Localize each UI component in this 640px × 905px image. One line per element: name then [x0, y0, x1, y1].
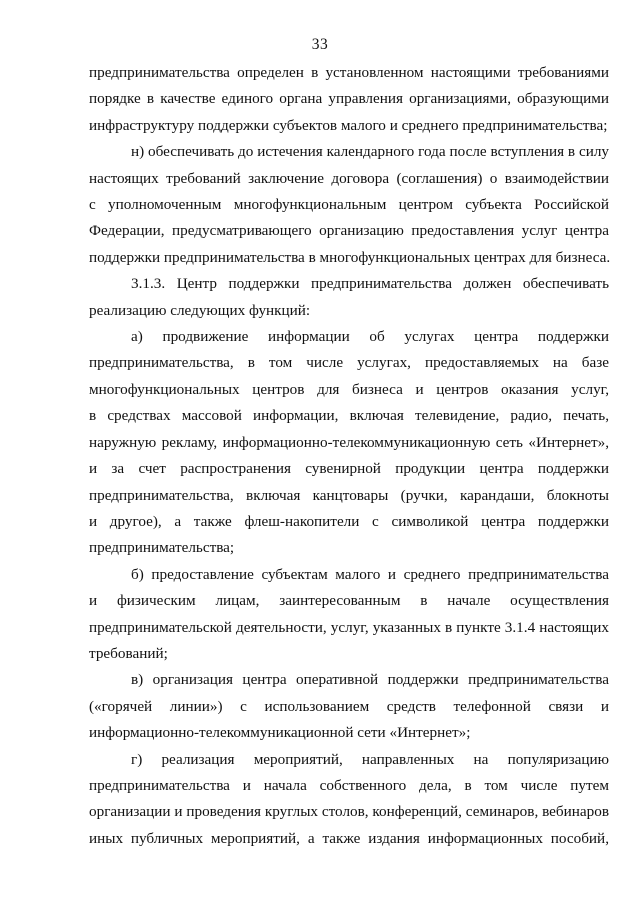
- paragraph-b: [89, 562, 609, 668]
- text-line: («горячей линии») с использованием средств телефонной связи и: [89, 697, 609, 715]
- text-line: предпринимательства определен в установленном настоящими требованиями: [89, 64, 609, 81]
- paragraph-a: [89, 324, 609, 562]
- text-line: н) обеспечивать до истечения календарного года после вступления в силу: [131, 143, 609, 161]
- text-line: требований;: [89, 644, 168, 662]
- text-line: предпринимательства, включая канцтовары (ручки, карандаши, блокноты: [89, 486, 609, 504]
- text-line: Федерации, предусматривающего организацию предоставления услуг центра: [89, 222, 609, 240]
- text-line: организации и проведения круглых столов, конференций, семинаров, вебинаров: [89, 803, 609, 821]
- text-line: поддержки предпринимательства в многофункциональных центрах для бизнеса.: [89, 248, 611, 266]
- text-line: порядке в качестве единого органа управления организациями, образующими: [89, 90, 609, 108]
- text-line: предпринимательства и начала собственного дела, в том числе путем: [89, 776, 609, 794]
- text-line: и физическим лицам, заинтересованным в начале осуществления: [89, 592, 609, 610]
- text-line: г) реализация мероприятий, направленных на популяризацию: [131, 750, 609, 768]
- text-line: и за счет распространения сувенирной продукции центра поддержки: [89, 460, 609, 478]
- text-line: б) предоставление субъектам малого и среднего предпринимательства: [131, 565, 609, 583]
- text-line: 3.1.3. Центр поддержки предпринимательства должен обеспечивать: [131, 275, 609, 293]
- text-line: и другое), а также флеш-накопители с символикой центра поддержки: [89, 512, 609, 530]
- paragraph-continuation: [89, 60, 609, 139]
- text-line: предпринимательства;: [89, 539, 235, 557]
- text-line: наружную рекламу, информационно-телекоммуникационную сеть «Интернет»,: [89, 433, 609, 451]
- text-line: в средствах массовой информации, включая телевидение, радио, печать,: [89, 407, 609, 425]
- text-line: предпринимательства, в том числе услугах, предоставляемых на базе: [89, 354, 609, 372]
- document-body: [89, 60, 609, 852]
- paragraph-v: [89, 667, 609, 746]
- paragraph-g: [89, 747, 609, 853]
- paragraph-n: [89, 139, 609, 271]
- text-line: реализацию следующих функций:: [89, 301, 311, 319]
- text-line: предпринимательской деятельности, услуг, указанных в пункте 3.1.4 настоящих: [89, 618, 609, 636]
- text-line: настоящих требований заключение договора (соглашения) о взаимодействии: [89, 169, 609, 187]
- paragraph-3-1-3: [89, 271, 609, 324]
- text-line: иных публичных мероприятий, а также издания информационных пособий,: [89, 829, 609, 847]
- page-number: 33: [311, 36, 329, 53]
- text-line: а) продвижение информации об услугах центра поддержки: [131, 328, 609, 346]
- text-line: многофункциональных центров для бизнеса и центров оказания услуг,: [89, 380, 609, 398]
- text-line: инфраструктуру поддержки субъектов малого и среднего предпринимательства;: [89, 116, 608, 134]
- text-line: информационно-телекоммуникационной сети «Интернет»;: [89, 724, 471, 742]
- text-line: с уполномоченным многофункциональным центром субъекта Российской: [89, 196, 609, 214]
- text-line: в) организация центра оперативной поддержки предпринимательства: [131, 671, 609, 689]
